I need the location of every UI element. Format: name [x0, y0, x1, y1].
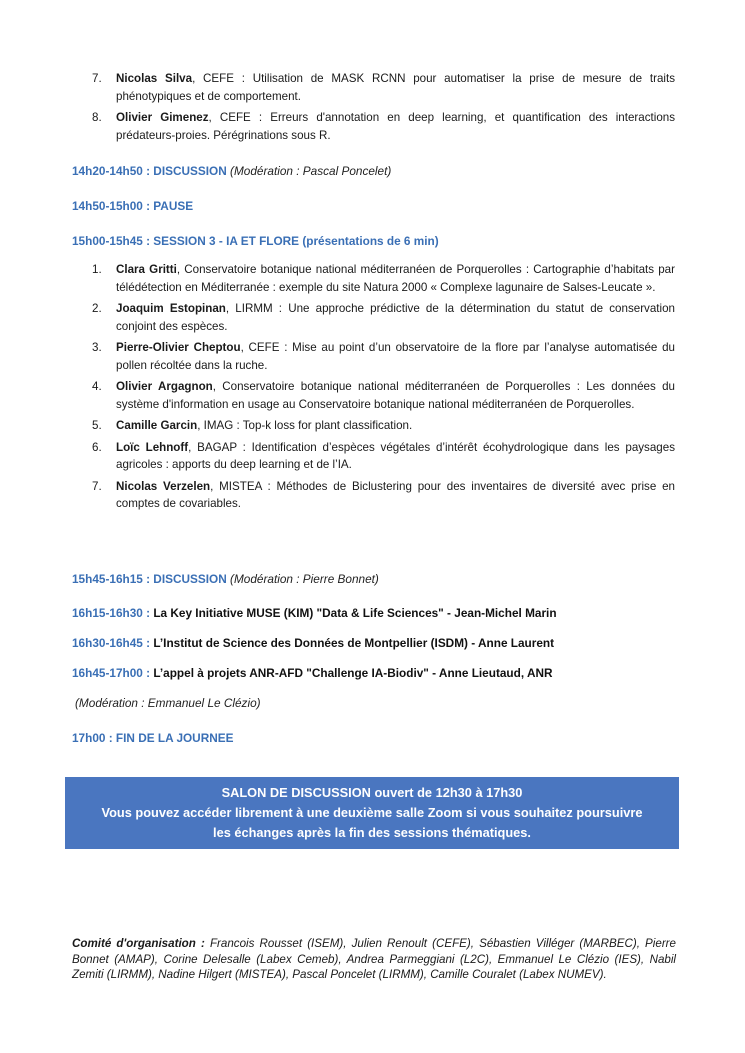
moderation-3: (Modération : Emmanuel Le Clézio)	[75, 696, 261, 710]
item-number: 6.	[92, 440, 102, 454]
item-number: 1.	[92, 263, 102, 276]
talk-text: , MISTEA : Méthodes de Biclustering pour des inventaires de diversité avec prise en comptes de covariables.	[116, 479, 675, 510]
end-of-day-line	[72, 730, 692, 746]
talk-kim-line	[72, 605, 692, 621]
discussion-1-moderation: (Modération : Pascal Poncelet)	[230, 164, 392, 178]
pause-heading: 14h50-15h00 : PAUSE	[72, 199, 194, 213]
organizing-committee	[72, 936, 676, 983]
list-item	[90, 417, 675, 435]
banner-title: SALON DE DISCUSSION ouvert de 12h30 à 17h30	[221, 785, 523, 800]
talk-kim-time: 16h15-16h30 :	[72, 606, 151, 620]
talk-text: , BAGAP : Identification d’espèces végétales d’intérêt écohydrologique dans les paysages agricoles : apports du deep learning et de l’IA.	[116, 440, 675, 471]
talk-text: , LIRMM : Une approche prédictive de la détermination du statut de conservation conjoint des espèces.	[116, 302, 675, 333]
talk-anr-time: 16h45-17h00 :	[72, 666, 151, 680]
speaker-name: Olivier Argagnon	[116, 380, 213, 393]
session3-line	[72, 233, 692, 249]
item-number: 8.	[92, 111, 102, 124]
speaker-name: Clara Gritti	[116, 263, 177, 276]
session3-heading: 15h00-15h45 : SESSION 3 - IA ET FLORE (présentations de 6 min)	[72, 234, 439, 248]
talk-text: , CEFE : Erreurs d'annotation en deep learning, et quantification des interactions prédateurs-proies. Pérégrinations sous R.	[116, 111, 676, 142]
talk-text: , Conservatoire botanique national méditerranéen de Porquerolles : Les données du système d'information en usage au Conservatoire botanique national méditerranéen de Porquerolles.	[116, 380, 675, 411]
list-item	[90, 70, 675, 105]
discussion-2-moderation: (Modération : Pierre Bonnet)	[230, 572, 379, 586]
item-number: 5.	[92, 419, 102, 432]
session2-talk-list	[90, 70, 675, 148]
speaker-name: Camille Garcin	[116, 419, 198, 432]
item-number: 3.	[92, 341, 102, 354]
talk-text: , Conservatoire botanique national méditerranéen de Porquerolles : Cartographie d’habitats par télédétection en Méditerranée : exemple du site Natura 2000 « Complexe lagunaire de Salses-Leucate ».	[116, 263, 675, 294]
discussion-1-time: 14h20-14h50 : DISCUSSION	[72, 164, 227, 178]
discussion-room-banner	[65, 777, 679, 849]
talk-text: , IMAG : Top-k loss for plant classification.	[197, 419, 413, 432]
speaker-name: Nicolas Silva	[116, 72, 193, 85]
speaker-name: Joaquim Estopinan	[116, 302, 226, 315]
discussion-2-time: 15h45-16h15 : DISCUSSION	[72, 572, 227, 586]
item-number: 4.	[92, 380, 102, 393]
item-number: 7.	[92, 72, 102, 85]
talk-isdm-title: L’Institut de Science des Données de Montpellier (ISDM) - Anne Laurent	[153, 636, 555, 650]
moderation-3-line	[75, 695, 695, 711]
discussion-2-line	[72, 571, 692, 587]
speaker-name: Loïc Lehnoff	[116, 440, 189, 454]
talk-isdm-time: 16h30-16h45 :	[72, 636, 151, 650]
discussion-1-line	[72, 163, 692, 179]
talk-anr-line	[72, 665, 692, 681]
talk-text: , CEFE : Utilisation de MASK RCNN pour automatiser la prise de mesure de traits phénotypiques et de comportement.	[116, 72, 675, 103]
list-item	[90, 339, 675, 374]
list-item	[90, 300, 675, 335]
list-item	[90, 109, 675, 144]
speaker-name: Olivier Gimenez	[116, 111, 209, 124]
banner-line-2: Vous pouvez accéder librement à une deuxième salle Zoom si vous souhaitez poursuivre	[101, 805, 643, 820]
banner-line-3: les échanges après la fin des sessions thématiques.	[213, 825, 531, 840]
talk-anr-title: L’appel à projets ANR-AFD "Challenge IA-Biodiv" - Anne Lieutaud, ANR	[153, 666, 553, 680]
speaker-name: Nicolas Verzelen	[116, 479, 211, 493]
talk-kim-title: La Key Initiative MUSE (KIM) "Data & Life Sciences" - Jean-Michel Marin	[153, 606, 557, 620]
item-number: 7.	[92, 479, 102, 493]
talk-text: , CEFE : Mise au point d’un observatoire de la flore par l’analyse automatisée du pollen récoltée dans la ruche.	[116, 341, 675, 372]
list-item	[90, 261, 675, 296]
speaker-name: Pierre-Olivier Cheptou	[116, 341, 241, 354]
list-item	[90, 439, 675, 474]
session3-talk-list	[90, 261, 675, 517]
talk-isdm-line	[72, 635, 692, 651]
list-item	[90, 378, 675, 413]
committee-label: Comité d'organisation :	[72, 937, 205, 950]
end-of-day-heading: 17h00 : FIN DE LA JOURNEE	[72, 731, 234, 745]
item-number: 2.	[92, 302, 102, 315]
committee-members: Francois Rousset (ISEM), Julien Renoult (CEFE), Sébastien Villéger (MARBEC), Pierre Bonnet (AMAP), Corine Delesalle (Labex Cemeb), Andrea Parmeggiani (L2C), Emmanuel Le Clézio (IES), Nabil Zemiti (LIRMM), Nadine Hilgert (MISTEA), Pascal Poncelet (LIRMM), Camille Couralet (Labex NUMEV).	[72, 937, 676, 981]
list-item	[90, 478, 675, 513]
pause-line	[72, 198, 692, 214]
